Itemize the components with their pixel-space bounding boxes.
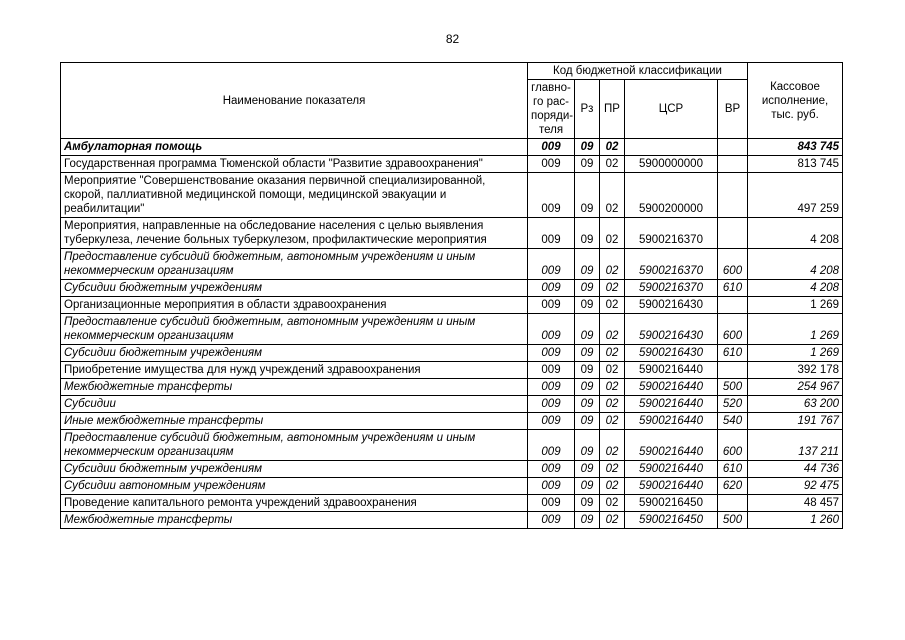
table-row (61, 495, 843, 512)
row-csr: 5900216440 (625, 461, 718, 478)
row-csr: 5900216370 (625, 249, 718, 280)
row-amount: 4 208 (748, 218, 843, 249)
row-rz: 09 (575, 495, 600, 512)
row-name: Организационные мероприятия в области здравоохранения (61, 297, 528, 314)
row-name: Предоставление субсидий бюджетным, автономным учреждениям и иным некоммерческим организациям (61, 430, 528, 461)
table-row (61, 478, 843, 495)
row-csr (625, 139, 718, 156)
row-rz: 09 (575, 345, 600, 362)
header-kbk-group: Код бюджетной классификации (528, 63, 748, 80)
row-glavn: 009 (528, 173, 575, 218)
page-number: 82 (445, 32, 460, 46)
table-row (61, 218, 843, 249)
row-name: Иные межбюджетные трансферты (61, 413, 528, 430)
header-name: Наименование показателя (61, 63, 528, 139)
row-amount: 63 200 (748, 396, 843, 413)
table-row (61, 139, 843, 156)
table-row (61, 461, 843, 478)
row-rz: 09 (575, 430, 600, 461)
row-name: Субсидии бюджетным учреждениям (61, 461, 528, 478)
row-csr: 5900216440 (625, 478, 718, 495)
row-pr: 02 (600, 379, 625, 396)
row-rz: 09 (575, 280, 600, 297)
row-name: Межбюджетные трансферты (61, 379, 528, 396)
row-vr: 600 (718, 430, 748, 461)
row-csr: 5900216430 (625, 297, 718, 314)
row-pr: 02 (600, 297, 625, 314)
row-name: Субсидии бюджетным учреждениям (61, 280, 528, 297)
row-amount: 497 259 (748, 173, 843, 218)
row-csr: 5900216440 (625, 362, 718, 379)
row-glavn: 009 (528, 297, 575, 314)
row-rz: 09 (575, 297, 600, 314)
table-row (61, 430, 843, 461)
table-row (61, 379, 843, 396)
row-glavn: 009 (528, 280, 575, 297)
row-vr: 600 (718, 314, 748, 345)
row-vr: 600 (718, 249, 748, 280)
row-csr: 5900216370 (625, 280, 718, 297)
row-rz: 09 (575, 512, 600, 529)
row-pr: 02 (600, 314, 625, 345)
row-csr: 5900216450 (625, 512, 718, 529)
row-glavn: 009 (528, 396, 575, 413)
row-amount: 813 745 (748, 156, 843, 173)
row-amount: 1 269 (748, 297, 843, 314)
row-vr (718, 495, 748, 512)
table-row (61, 249, 843, 280)
row-csr: 5900216370 (625, 218, 718, 249)
table-row (61, 362, 843, 379)
row-pr: 02 (600, 396, 625, 413)
row-vr: 610 (718, 345, 748, 362)
row-rz: 09 (575, 362, 600, 379)
row-glavn: 009 (528, 379, 575, 396)
table-row (61, 156, 843, 173)
row-rz: 09 (575, 314, 600, 345)
row-name: Проведение капитального ремонта учреждений здравоохранения (61, 495, 528, 512)
row-amount: 92 475 (748, 478, 843, 495)
row-amount: 191 767 (748, 413, 843, 430)
row-vr: 620 (718, 478, 748, 495)
row-pr: 02 (600, 218, 625, 249)
table-body (61, 139, 843, 529)
row-vr (718, 297, 748, 314)
row-pr: 02 (600, 512, 625, 529)
row-amount: 1 260 (748, 512, 843, 529)
row-pr: 02 (600, 362, 625, 379)
budget-table (60, 62, 843, 529)
row-vr (718, 139, 748, 156)
row-glavn: 009 (528, 478, 575, 495)
row-glavn: 009 (528, 218, 575, 249)
header-pr: ПР (600, 80, 625, 139)
row-glavn: 009 (528, 345, 575, 362)
row-name: Приобретение имущества для нужд учреждений здравоохранения (61, 362, 528, 379)
row-glavn: 009 (528, 413, 575, 430)
row-pr: 02 (600, 156, 625, 173)
table-row (61, 297, 843, 314)
header-rz: Рз (575, 80, 600, 139)
row-vr: 500 (718, 379, 748, 396)
row-rz: 09 (575, 461, 600, 478)
row-vr (718, 156, 748, 173)
row-name: Государственная программа Тюменской области "Развитие здравоохранения" (61, 156, 528, 173)
row-csr: 5900216440 (625, 430, 718, 461)
row-rz: 09 (575, 139, 600, 156)
row-name: Субсидии бюджетным учреждениям (61, 345, 528, 362)
row-rz: 09 (575, 218, 600, 249)
row-pr: 02 (600, 139, 625, 156)
row-csr: 5900200000 (625, 173, 718, 218)
row-csr: 5900216440 (625, 379, 718, 396)
row-glavn: 009 (528, 156, 575, 173)
row-amount: 137 211 (748, 430, 843, 461)
row-glavn: 009 (528, 461, 575, 478)
row-pr: 02 (600, 173, 625, 218)
table-row (61, 280, 843, 297)
row-glavn: 009 (528, 362, 575, 379)
row-pr: 02 (600, 478, 625, 495)
table-row (61, 314, 843, 345)
row-amount: 254 967 (748, 379, 843, 396)
row-name: Межбюджетные трансферты (61, 512, 528, 529)
row-rz: 09 (575, 413, 600, 430)
table-row (61, 396, 843, 413)
row-glavn: 009 (528, 314, 575, 345)
row-name: Мероприятия, направленные на обследование населения с целью выявления туберкулеза, лечение больных туберкулезом, профилактические мероприятия (61, 218, 528, 249)
row-name: Предоставление субсидий бюджетным, автономным учреждениям и иным некоммерческим организациям (61, 314, 528, 345)
row-name: Субсидии (61, 396, 528, 413)
row-glavn: 009 (528, 430, 575, 461)
row-csr: 5900216450 (625, 495, 718, 512)
row-amount: 1 269 (748, 314, 843, 345)
row-amount: 1 269 (748, 345, 843, 362)
row-vr: 540 (718, 413, 748, 430)
row-glavn: 009 (528, 139, 575, 156)
row-rz: 09 (575, 478, 600, 495)
table-row (61, 413, 843, 430)
row-rz: 09 (575, 173, 600, 218)
row-name: Амбулаторная помощь (61, 139, 528, 156)
header-vr: ВР (718, 80, 748, 139)
row-name: Субсидии автономным учреждениям (61, 478, 528, 495)
row-vr (718, 173, 748, 218)
row-vr: 520 (718, 396, 748, 413)
row-vr: 610 (718, 461, 748, 478)
row-pr: 02 (600, 413, 625, 430)
table-row (61, 173, 843, 218)
header-glavn: главно-го рас-поряди-теля (528, 80, 575, 139)
row-glavn: 009 (528, 249, 575, 280)
row-rz: 09 (575, 249, 600, 280)
row-rz: 09 (575, 379, 600, 396)
row-name: Предоставление субсидий бюджетным, автономным учреждениям и иным некоммерческим организациям (61, 249, 528, 280)
row-glavn: 009 (528, 512, 575, 529)
row-pr: 02 (600, 461, 625, 478)
row-glavn: 009 (528, 495, 575, 512)
row-amount: 48 457 (748, 495, 843, 512)
row-csr: 5900216440 (625, 396, 718, 413)
row-amount: 4 208 (748, 280, 843, 297)
row-vr (718, 218, 748, 249)
row-vr (718, 362, 748, 379)
row-rz: 09 (575, 156, 600, 173)
row-csr: 5900000000 (625, 156, 718, 173)
row-rz: 09 (575, 396, 600, 413)
table-row (61, 512, 843, 529)
header-amount: Кассовое исполнение, тыс. руб. (748, 63, 843, 139)
row-pr: 02 (600, 345, 625, 362)
header-csr: ЦСР (625, 80, 718, 139)
row-pr: 02 (600, 249, 625, 280)
row-amount: 4 208 (748, 249, 843, 280)
row-amount: 392 178 (748, 362, 843, 379)
row-vr: 610 (718, 280, 748, 297)
row-amount: 44 736 (748, 461, 843, 478)
table-row (61, 345, 843, 362)
row-pr: 02 (600, 430, 625, 461)
row-csr: 5900216430 (625, 345, 718, 362)
row-name: Мероприятие "Совершенствование оказания первичной специализированной, скорой, паллиативной медицинской помощи, медицинской эвакуации и реабилитации" (61, 173, 528, 218)
row-csr: 5900216430 (625, 314, 718, 345)
row-pr: 02 (600, 495, 625, 512)
row-amount: 843 745 (748, 139, 843, 156)
row-pr: 02 (600, 280, 625, 297)
row-csr: 5900216440 (625, 413, 718, 430)
row-vr: 500 (718, 512, 748, 529)
